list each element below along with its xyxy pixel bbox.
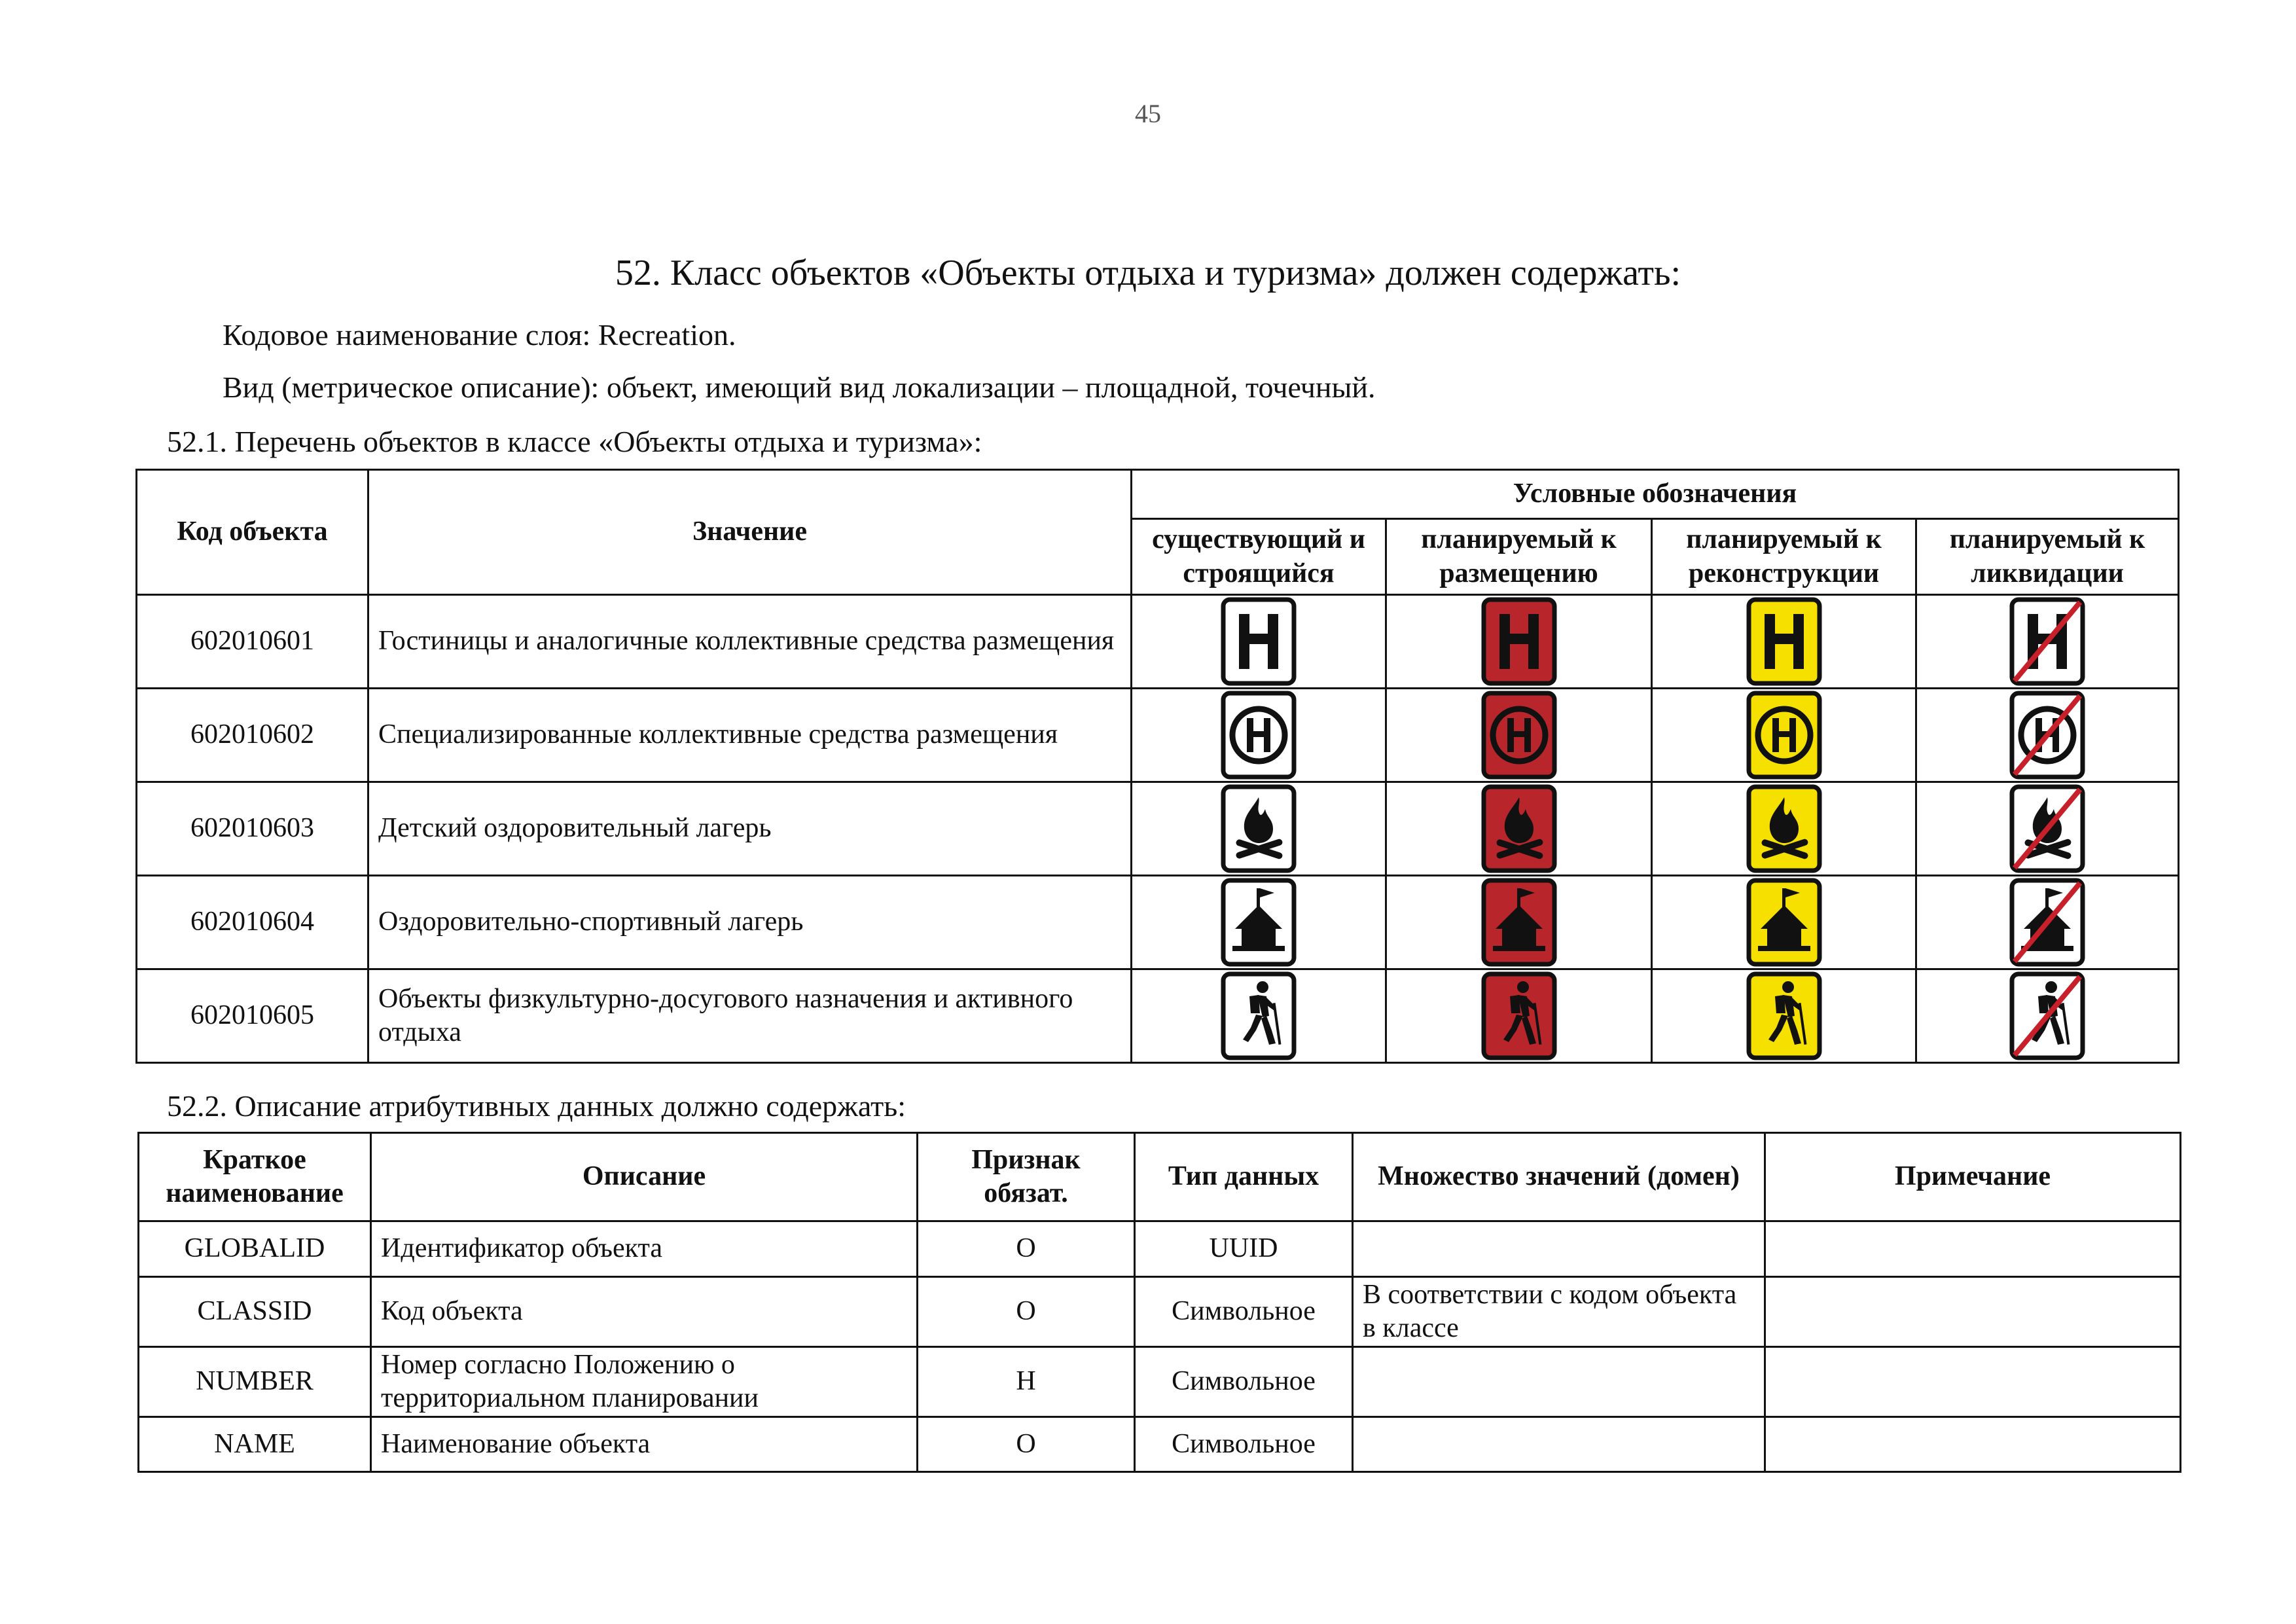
object-meaning: Гостиницы и аналогичные коллективные средства размещения [368, 595, 1132, 689]
attr-short-name: GLOBALID [139, 1221, 371, 1277]
camp-house-flag-icon-planned-liquidation [2001, 876, 2093, 968]
camp-house-flag-icon-existing [1213, 876, 1304, 968]
symbol-cell-planned-placement [1386, 689, 1652, 782]
campfire-icon-existing [1213, 783, 1304, 875]
attr-required: Н [918, 1347, 1135, 1417]
symbol-cell-planned-reconstruction [1652, 689, 1916, 782]
symbol-cell-planned-liquidation [1916, 969, 2179, 1063]
campfire-icon-planned-liquidation [2001, 783, 2093, 875]
objects-table [135, 469, 2179, 1064]
object-code: 602010601 [137, 595, 368, 689]
circled-h-icon-planned-liquidation [2001, 689, 2093, 781]
attribute-row [139, 1417, 2181, 1472]
header-data-type: Тип данных [1135, 1133, 1353, 1221]
object-row [137, 689, 2179, 782]
page-number: 45 [1135, 99, 1161, 128]
header-note: Примечание [1765, 1133, 2181, 1221]
object-code: 602010602 [137, 689, 368, 782]
attr-domain [1353, 1221, 1765, 1277]
symbol-cell-planned-placement [1386, 969, 1652, 1063]
attr-note [1765, 1417, 2181, 1472]
objects-list-title: 52.1. Перечень объектов в классе «Объекты отдыха и туризма»: [167, 425, 982, 458]
symbol-cell-planned-reconstruction [1652, 969, 1916, 1063]
attributes-title: 52.2. Описание атрибутивных данных должно содержать: [167, 1089, 906, 1123]
symbol-cell-planned-liquidation [1916, 689, 2179, 782]
attr-short-name: NAME [139, 1417, 371, 1472]
object-code: 602010604 [137, 876, 368, 969]
attr-note [1765, 1277, 2181, 1347]
symbol-cell-existing [1132, 876, 1386, 969]
geometry-type-line: Вид (метрическое описание): объект, имеющий вид локализации – площадной, точечный. [223, 370, 1376, 404]
hiker-icon-planned-placement [1473, 970, 1565, 1062]
attr-description: Код объекта [371, 1277, 918, 1347]
circled-h-icon-planned-reconstruction [1738, 689, 1830, 781]
hiker-icon-planned-reconstruction [1738, 970, 1830, 1062]
symbol-cell-existing [1132, 782, 1386, 876]
attr-data-type: Символьное [1135, 1347, 1353, 1417]
object-row [137, 782, 2179, 876]
symbol-cell-planned-reconstruction [1652, 782, 1916, 876]
header-required: Признак обязат. [918, 1133, 1135, 1221]
symbol-cell-planned-liquidation [1916, 782, 2179, 876]
header-status-planned-liquidation: планируемый к ликвидации [1916, 519, 2179, 595]
symbol-cell-planned-reconstruction [1652, 595, 1916, 689]
attr-domain: В соответствии с кодом объекта в классе [1353, 1277, 1765, 1347]
section-heading: 52. Класс объектов «Объекты отдыха и туризма» должен содержать: [615, 253, 1681, 293]
symbol-cell-existing [1132, 689, 1386, 782]
header-short-name: Краткое наименование [139, 1133, 371, 1221]
symbol-cell-planned-placement [1386, 595, 1652, 689]
symbol-cell-planned-placement [1386, 876, 1652, 969]
hotel-h-icon-planned-liquidation [2001, 596, 2093, 687]
campfire-icon-planned-placement [1473, 783, 1565, 875]
attr-short-name: CLASSID [139, 1277, 371, 1347]
camp-house-flag-icon-planned-placement [1473, 876, 1565, 968]
attr-description: Идентификатор объекта [371, 1221, 918, 1277]
campfire-icon-planned-reconstruction [1738, 783, 1830, 875]
attr-required: О [918, 1417, 1135, 1472]
hiker-icon-planned-liquidation [2001, 970, 2093, 1062]
object-meaning: Объекты физкультурно-досугового назначения и активного отдыха [368, 969, 1132, 1063]
hotel-h-icon-planned-placement [1473, 596, 1565, 687]
object-row [137, 595, 2179, 689]
attr-data-type: UUID [1135, 1221, 1353, 1277]
circled-h-icon-existing [1213, 689, 1304, 781]
attribute-row [139, 1347, 2181, 1417]
header-code: Код объекта [137, 470, 368, 595]
hotel-h-icon-planned-reconstruction [1738, 596, 1830, 687]
object-row [137, 969, 2179, 1063]
object-code: 602010603 [137, 782, 368, 876]
attr-domain [1353, 1347, 1765, 1417]
symbol-cell-existing [1132, 969, 1386, 1063]
object-meaning: Детский оздоровительный лагерь [368, 782, 1132, 876]
attribute-row [139, 1277, 2181, 1347]
object-meaning: Специализированные коллективные средства размещения [368, 689, 1132, 782]
attr-short-name: NUMBER [139, 1347, 371, 1417]
header-meaning: Значение [368, 470, 1132, 595]
attr-domain [1353, 1417, 1765, 1472]
header-status-existing: существующий и строящийся [1132, 519, 1386, 595]
layer-code-line: Кодовое наименование слоя: Recreation. [223, 318, 736, 352]
attr-data-type: Символьное [1135, 1417, 1353, 1472]
attr-required: О [918, 1277, 1135, 1347]
symbol-cell-planned-liquidation [1916, 595, 2179, 689]
header-domain: Множество значений (домен) [1353, 1133, 1765, 1221]
symbol-cell-planned-liquidation [1916, 876, 2179, 969]
object-row [137, 876, 2179, 969]
attr-note [1765, 1347, 2181, 1417]
object-code: 602010605 [137, 969, 368, 1063]
attr-data-type: Символьное [1135, 1277, 1353, 1347]
attr-required: О [918, 1221, 1135, 1277]
circled-h-icon-planned-placement [1473, 689, 1565, 781]
hiker-icon-existing [1213, 970, 1304, 1062]
object-meaning: Оздоровительно-спортивный лагерь [368, 876, 1132, 969]
attr-description: Наименование объекта [371, 1417, 918, 1472]
attributes-table [137, 1132, 2181, 1473]
header-description: Описание [371, 1133, 918, 1221]
attribute-row [139, 1221, 2181, 1277]
attr-note [1765, 1221, 2181, 1277]
symbol-cell-planned-reconstruction [1652, 876, 1916, 969]
attr-description: Номер согласно Положению о территориальном планировании [371, 1347, 918, 1417]
header-symbols: Условные обозначения [1132, 470, 2179, 519]
symbol-cell-planned-placement [1386, 782, 1652, 876]
header-status-planned-reconstruction: планируемый к реконструкции [1652, 519, 1916, 595]
hotel-h-icon-existing [1213, 596, 1304, 687]
header-status-planned-placement: планируемый к размещению [1386, 519, 1652, 595]
camp-house-flag-icon-planned-reconstruction [1738, 876, 1830, 968]
symbol-cell-existing [1132, 595, 1386, 689]
